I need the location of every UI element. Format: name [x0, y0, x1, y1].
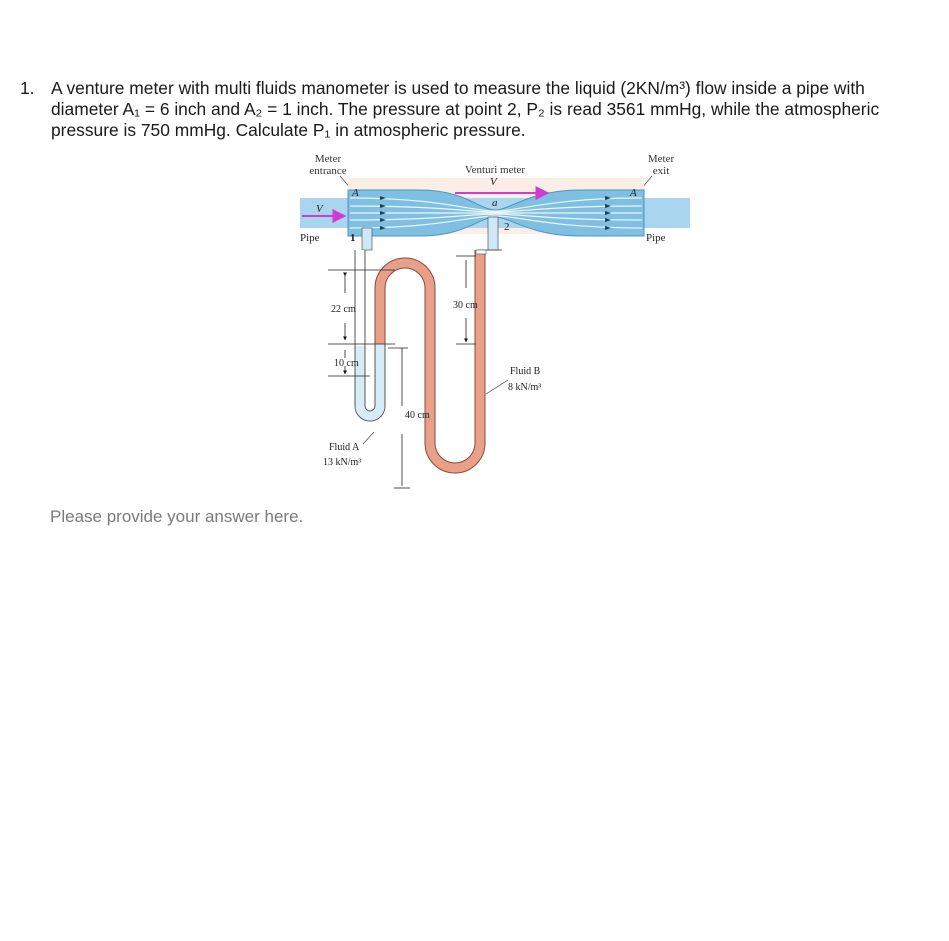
- answer-placeholder[interactable]: Please provide your answer here.: [50, 507, 304, 526]
- question-text: A venture meter with multi fluids manometer is used to measure the liquid (2KN/m³) flow inside a pipe with diameter A₁ = 6 inch and A₂ = 1 inch. The pressure at point 2, P₂ is read 3561 mmHg, while the atmospheric pressure is 750 mmHg. Calculate P₁ in atmospheric pressure.: [51, 78, 880, 140]
- meter-entrance-label-2: entrance: [309, 165, 347, 177]
- dim-22cm: 22 cm: [331, 304, 356, 315]
- point-2-label: 2: [504, 221, 510, 233]
- fluid-a-name: Fluid A: [329, 442, 360, 453]
- dim-10cm: 10 cm: [334, 358, 359, 369]
- pipe-left-label: Pipe: [300, 232, 320, 244]
- question-number: 1.: [20, 78, 35, 98]
- venturi-meter-label: Venturi meter: [464, 164, 526, 176]
- meter-entrance-label-1: Meter: [314, 153, 342, 165]
- fluid-a-column: [360, 343, 380, 416]
- dim-30cm: 30 cm: [453, 300, 478, 311]
- pipe-right-label: Pipe: [646, 232, 666, 244]
- dim-40cm: 40 cm: [405, 410, 430, 421]
- area-a-left: A: [352, 187, 359, 199]
- fluid-b-column: [380, 250, 480, 468]
- throat-label: a: [492, 197, 498, 209]
- point-1-label: 1: [350, 232, 356, 244]
- velocity-label: V: [316, 203, 323, 215]
- venturi-manometer-figure: [290, 148, 700, 498]
- fluid-a-weight: 13 kN/m³: [323, 457, 362, 468]
- throat-velocity-label: V: [490, 176, 497, 188]
- meter-exit-label-1: Meter: [647, 153, 675, 165]
- area-a-right: A: [630, 187, 637, 199]
- fluid-b-name: Fluid B: [510, 366, 541, 377]
- fluid-b-weight: 8 kN/m³: [508, 382, 542, 393]
- meter-exit-label-2: exit: [652, 165, 670, 177]
